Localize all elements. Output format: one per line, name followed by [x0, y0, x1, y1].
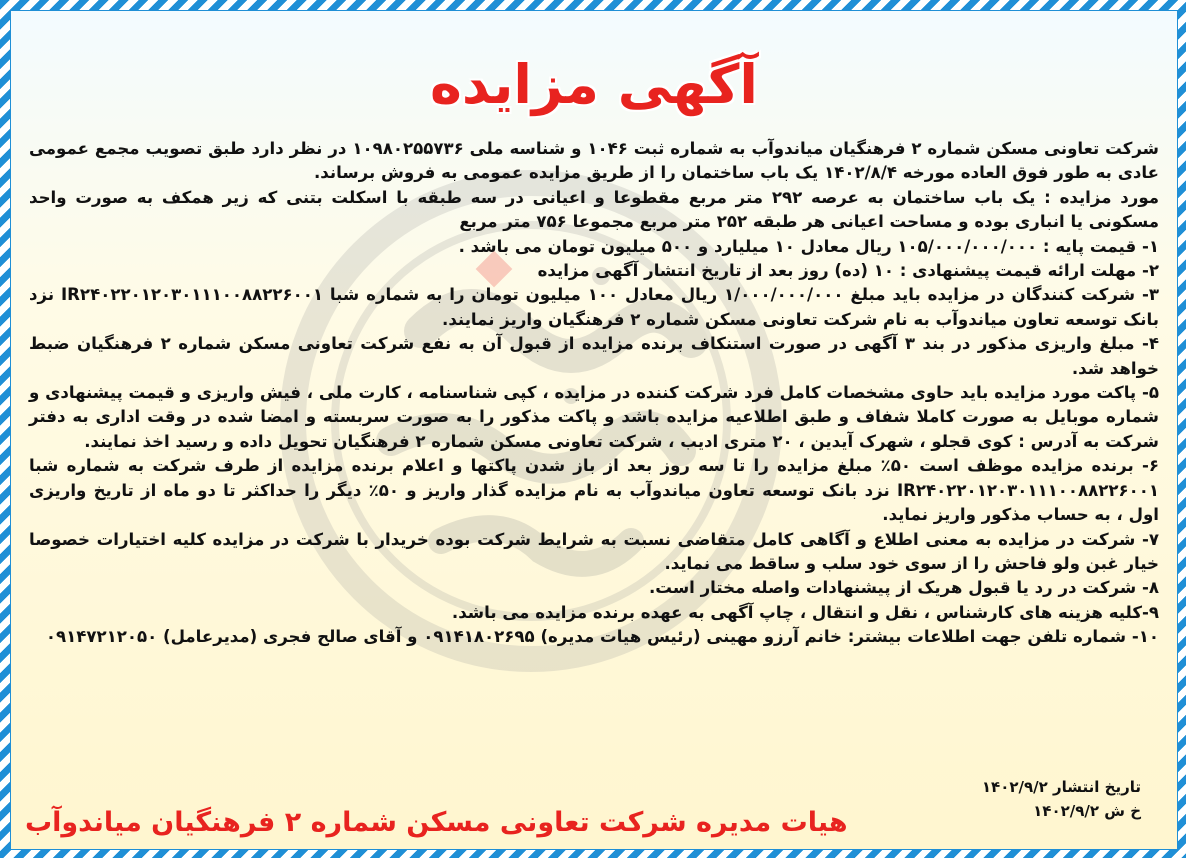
condition-item: ۸- شرکت در رد یا قبول هریک از پیشنهادات واصله مختار است. [648, 578, 1159, 598]
publication-info [982, 775, 1141, 823]
notice-title: آگهی مزایده [430, 53, 758, 116]
condition-item: ۲- مهلت ارائه قیمت پیشنهادی : ۱۰ (ده) روز بعد از تاریخ انتشار آگهی مزایده [537, 261, 1159, 281]
condition-item: ۵- پاکت مورد مزایده باید حاوی مشخصات کامل فرد شرکت کننده در مزایده ، کپی شناسنامه ، کارت ملی ، فیش واریزی و قیمت پیشنهادی و شماره موبایل به صورت کاملا شفاف و طبق اطلاعیه مزایده باشد و پاکت مذکور را به صورت سربسته و امضا شده در وقت اداری به دفتر شرکت به آدرس : کوی قجلو ، شهرک آیدین ، ۲۰ متری ادیب ، شرکت تعاونی مسکن شماره ۲ فرهنگیان تحویل داده و رسید اخذ نمایند. [29, 383, 1159, 451]
condition-item: ۴- مبلغ واریزی مذکور در بند ۳ آگهی در صورت استنکاف برنده مزایده از قبول آن به نفع شرکت تعاونی مسکن شماره ۲ فرهنگیان ضبط خواهد شد. [29, 334, 1159, 378]
condition-item: ۹-کلیه هزینه های کارشناس ، نقل و انتقال ، چاپ آگهی به عهده برنده مزایده می باشد. [451, 602, 1159, 622]
condition-item: ۶- برنده مزایده موظف است ۵۰٪ مبلغ مزایده را تا سه روز بعد از باز شدن پاکتها و اعلام برنده مزایده از طرف شرکت به شماره شبا IR۲۴۰۲۲۰۱۲۰۳۰۱۱۱۰۰۸۸۲۲۶۰۰۱ نزد بانک توسعه تعاون میاندوآب به نام مزایده گذار واریز و ۵۰٪ دیگر را حداکثر تا دو ماه از تاریخ واریزی اول ، به حساب مذکور واریز نماید. [29, 456, 1160, 525]
condition-item: ۳- شرکت کنندگان در مزایده باید مبلغ ۱/۰۰۰/۰۰۰/۰۰۰ ریال معادل ۱۰۰ میلیون تومان را به شماره شبا IR۲۴۰۲۲۰۱۲۰۳۰۱۱۱۰۰۸۸۲۲۶۰۰۱ نزد بانک توسعه تعاون میاندوآب به نام شرکت تعاونی مسکن شماره ۲ فرهنگیان واریز نمایند. [29, 285, 1159, 329]
notice-panel [10, 10, 1178, 850]
board-signature: هیات مدیره شرکت تعاونی مسکن شماره ۲ فرهنگیان میاندوآب [25, 807, 848, 838]
reference-code: خ ش ۱۴۰۲/۹/۲ [1033, 802, 1141, 820]
notice-body [29, 137, 1159, 650]
intro-paragraph: شرکت تعاونی مسکن شماره ۲ فرهنگیان میاندوآب به شماره ثبت ۱۰۴۶ و شناسه ملی ۱۰۹۸۰۲۵۵۷۳۶ در نظر دارد طبق تصویب مجمع عمومی عادی به طور فوق العاده مورخه ۱۴۰۲/۸/۴ یک باب ساختمان را از طریق مزایده عمومی به فروش برساند. [29, 139, 1159, 183]
publish-date: تاریخ انتشار ۱۴۰۲/۹/۲ [981, 778, 1141, 796]
auction-subject: مورد مزایده : یک باب ساختمان به عرصه ۲۹۲ متر مربع مقطوعا و اعیانی در سه طبقه با اسکلت بتنی که زیر همکف به صورت واحد مسکونی یا انباری بوده و مساحت اعیانی هر طبقه ۲۵۲ متر مربع مجموعا ۷۵۶ متر مربع [29, 187, 1159, 232]
contact-phones: ۱۰- شماره تلفن جهت اطلاعات بیشتر: خانم آرزو مهینی (رئیس هیات مدیره) ۰۹۱۴۱۸۰۲۶۹۵ و آقای صالح فجری (مدیرعامل) ۰۹۱۴۷۲۱۲۰۵۰ [45, 627, 1159, 647]
condition-item: ۱- قیمت پایه : ۱۰۵/۰۰۰/۰۰۰/۰۰۰ ریال معادل ۱۰ میلیارد و ۵۰۰ میلیون تومان می باشد . [458, 236, 1159, 256]
condition-item: ۷- شرکت در مزایده به معنی اطلاع و آگاهی کامل متقاضی نسبت به شرایط شرکت بوده خریدار با شرکت در مزایده کلیه اختیارات خصوصا خیار غبن ولو فاحش را از سوی خود سلب و ساقط می نماید. [29, 529, 1159, 573]
